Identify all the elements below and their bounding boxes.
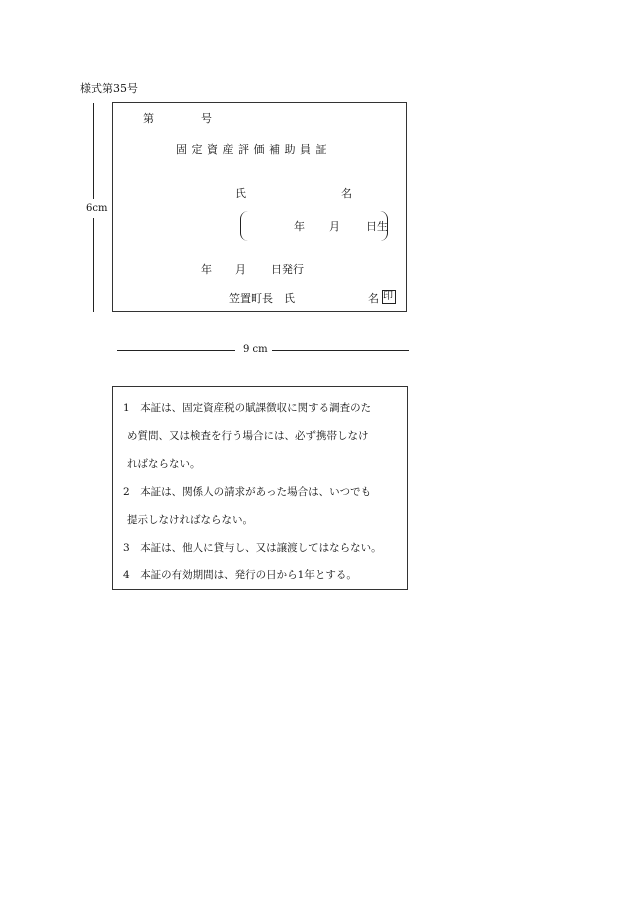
birth-right-parenthesis [380,211,388,241]
issue-day-label: 日発行 [271,263,304,276]
name-label-left: 氏 [235,187,246,200]
height-dimension-line-top [93,103,94,199]
notes-box [112,386,408,590]
note-4-line-1: 4 本証の有効期間は、発行の日から1年とする。 [123,569,357,581]
note-1-line-2: め質問、又は検査を行う場合には、必ず携帯しなけ [127,430,369,442]
form-number: 様式第35号 [80,82,138,95]
height-dimension-label: 6cm [86,203,108,214]
note-2-line-2: 提示しなければならない。 [127,514,253,526]
issue-month-label: 月 [235,263,246,276]
width-dimension-line-left [117,350,235,351]
birth-month-label: 月 [329,220,340,233]
note-1-line-3: ればならない。 [127,458,201,470]
birth-left-parenthesis [240,211,248,241]
certificate-card [112,102,407,312]
certificate-number-prefix: 第 [143,112,154,125]
note-2-line-1: 2 本証は、関係人の請求があった場合は、いつでも [123,486,372,498]
birth-year-label: 年 [294,220,305,233]
issuer-label: 笠置町長 氏 [229,292,295,305]
birth-day-label: 日生 [366,220,388,233]
width-dimension-line-right [272,350,409,351]
note-1-line-1: 1 本証は、固定資産税の賦課徴収に関する調査のた [123,402,372,414]
seal-mark: 印 [383,291,393,302]
issue-year-label: 年 [201,263,212,276]
issuer-name-label: 名 [368,292,379,305]
note-3-line-1: 3 本証は、他人に貸与し、又は譲渡してはならない。 [123,542,382,554]
width-dimension-label: 9 cm [243,344,268,355]
certificate-title: 固 定 資 産 評 価 補 助 員 証 [176,143,327,156]
certificate-number-suffix: 号 [201,112,212,125]
height-dimension-line-bottom [93,218,94,312]
name-label-right: 名 [341,187,352,200]
